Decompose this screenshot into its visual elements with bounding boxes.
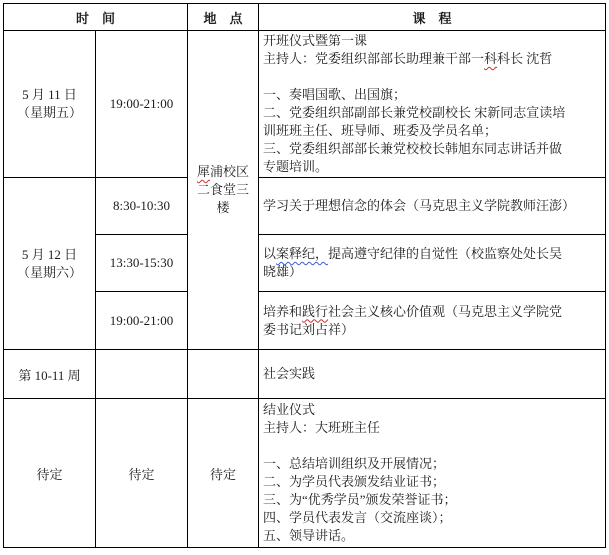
training-schedule-table [3, 3, 606, 548]
row-opening-ceremony [4, 31, 606, 178]
time-cell-r3: 13:30-15:30 [96, 235, 188, 292]
course-cell-closing-ceremony: 结业仪式 主持人：大班班主任 一、总结培训组织及开展情况； 二、为学员代表颁发结业证书； 三、为“优秀学员”颁发荣誉证书； 四、学员代表发言（交流座谈）； 五、领导讲话。 [259, 399, 606, 548]
row-ideals-lecture [4, 178, 606, 235]
location-cell: 犀浦校区 二食堂三 楼 [188, 31, 259, 350]
row-closing-ceremony [4, 399, 606, 548]
date-cell-may12: 5 月 12 日 （星期六） [4, 178, 96, 350]
empty-time-cell [96, 350, 188, 399]
row-social-practice [4, 350, 606, 399]
header-row [4, 4, 606, 31]
time-cell-r2: 8:30-10:30 [96, 178, 188, 235]
week-cell: 第 10-11 周 [4, 350, 96, 399]
course-cell-discipline-lecture: 以案释纪，提高遵守纪律的自觉性（校监察处处长吴 晓雄） [259, 235, 606, 292]
header-course: 课 程 [259, 4, 606, 31]
tbd-date-cell: 待定 [4, 399, 96, 548]
header-time: 时 间 [4, 4, 188, 31]
tbd-place-cell: 待定 [188, 399, 259, 548]
header-place: 地 点 [188, 4, 259, 31]
course-cell-values-lecture: 培养和践行社会主义核心价值观（马克思主义学院党 委书记刘占祥） [259, 292, 606, 350]
course-cell-ideals-lecture: 学习关于理想信念的体会（马克思主义学院教师汪澎） [259, 178, 606, 235]
course-cell-social-practice: 社会实践 [259, 350, 606, 399]
time-cell-r4: 19:00-21:00 [96, 292, 188, 350]
tbd-time-cell: 待定 [96, 399, 188, 548]
course-cell-opening-ceremony: 开班仪式暨第一课 主持人：党委组织部部长助理兼干部一科科长 沈哲 一、奏唱国歌、出国旗； 二、党委组织部副部长兼党校副校长 宋新同志宣读培 训班班主任、班导师、班委及学员名单； 三、党委组织部部长兼党校校长韩旭东同志讲话并做 专题培训。 [259, 31, 606, 178]
date-cell-may11: 5 月 11 日 （星期五） [4, 31, 96, 178]
time-cell-r1: 19:00-21:00 [96, 31, 188, 178]
empty-place-cell [188, 350, 259, 399]
